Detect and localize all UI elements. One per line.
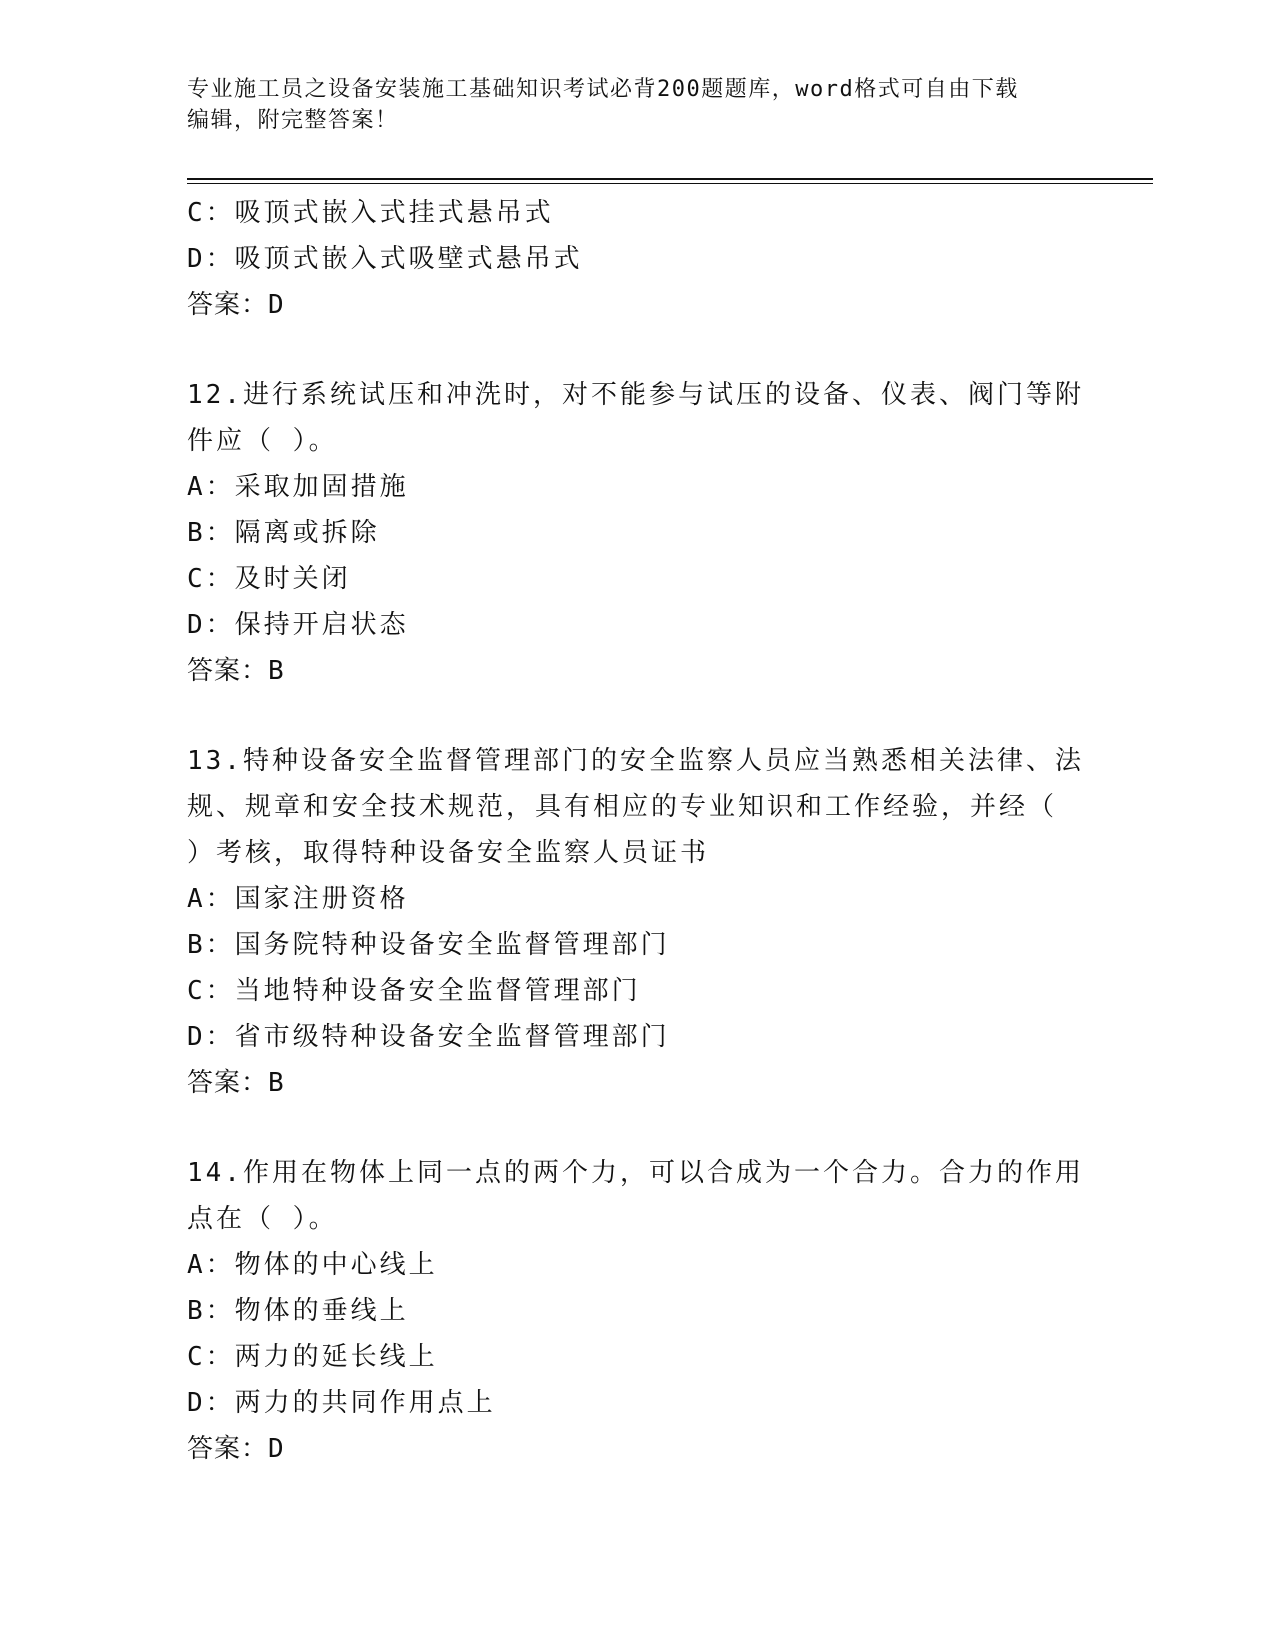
question-text-line-2: 点在（ ）。 bbox=[187, 1204, 338, 1234]
question-text-line-3: ）考核，取得特种设备安全监察人员证书 bbox=[187, 838, 710, 868]
option-d: D：省市级特种设备安全监督管理部门 bbox=[187, 1022, 670, 1052]
header-rule-thin bbox=[187, 183, 1153, 184]
question-list bbox=[187, 190, 1087, 1472]
question-text-line-1: 13.特种设备安全监督管理部门的安全监察人员应当熟悉相关法律、法 bbox=[187, 746, 1084, 776]
answer: 答案：B bbox=[187, 656, 285, 686]
question-14 bbox=[187, 1150, 1087, 1472]
answer: 答案：B bbox=[187, 1068, 285, 1098]
spacer bbox=[187, 328, 1087, 372]
question-11 bbox=[187, 190, 1087, 328]
header-line-1: 专业施工员之设备安装施工基础知识考试必背200题题库，word格式可自由下载 bbox=[187, 77, 1019, 102]
option-c: C：及时关闭 bbox=[187, 564, 351, 594]
question-text-line-2: 件应（ ）。 bbox=[187, 426, 338, 456]
option-b: B：物体的垂线上 bbox=[187, 1296, 409, 1326]
header-rule-thick bbox=[187, 178, 1153, 180]
answer: 答案：D bbox=[187, 1434, 285, 1464]
option-a: A：国家注册资格 bbox=[187, 884, 409, 914]
question-12 bbox=[187, 372, 1087, 694]
option-a: A：采取加固措施 bbox=[187, 472, 409, 502]
option-b: B：国务院特种设备安全监督管理部门 bbox=[187, 930, 670, 960]
header-line-2: 编辑，附完整答案！ bbox=[187, 108, 399, 133]
option-c: C：两力的延长线上 bbox=[187, 1342, 438, 1372]
page-header bbox=[187, 74, 1077, 136]
question-text-line-1: 14.作用在物体上同一点的两个力，可以合成为一个合力。合力的作用 bbox=[187, 1158, 1084, 1188]
question-text-line-1: 12.进行系统试压和冲洗时，对不能参与试压的设备、仪表、阀门等附 bbox=[187, 380, 1084, 410]
spacer bbox=[187, 694, 1087, 738]
spacer bbox=[187, 1106, 1087, 1150]
question-13 bbox=[187, 738, 1087, 1106]
option-a: A：物体的中心线上 bbox=[187, 1250, 438, 1280]
option-d: D：保持开启状态 bbox=[187, 610, 409, 640]
question-text-line-2: 规、规章和安全技术规范，具有相应的专业知识和工作经验，并经（ bbox=[187, 792, 1058, 822]
option-c: C：吸顶式嵌入式挂式悬吊式 bbox=[187, 198, 554, 228]
option-c: C：当地特种设备安全监督管理部门 bbox=[187, 976, 641, 1006]
option-b: B：隔离或拆除 bbox=[187, 518, 380, 548]
answer: 答案：D bbox=[187, 290, 285, 320]
option-d: D：两力的共同作用点上 bbox=[187, 1388, 496, 1418]
option-d: D：吸顶式嵌入式吸壁式悬吊式 bbox=[187, 244, 583, 274]
